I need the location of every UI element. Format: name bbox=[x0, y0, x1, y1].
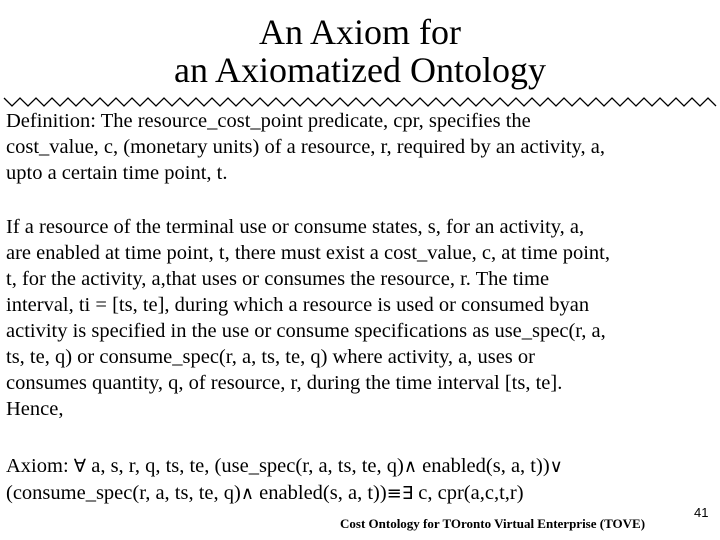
exists-symbol: ∃ bbox=[401, 483, 414, 504]
explanation-line: t, for the activity, a,that uses or consumes the resource, r. The time bbox=[6, 268, 550, 290]
definition-paragraph bbox=[6, 108, 716, 186]
slide-footer: Cost Ontology for TOronto Virtual Enterprise (TOVE) bbox=[340, 516, 646, 531]
slide-title-line-2: an Axiomatized Ontology bbox=[174, 50, 546, 90]
axiom-text: enabled(s, a, t)) bbox=[417, 455, 550, 477]
axiom-label: Axiom: bbox=[6, 455, 74, 477]
explanation-line: If a resource of the terminal use or consume states, s, for an activity, a, bbox=[6, 216, 585, 238]
and-symbol: ∧ bbox=[403, 456, 418, 477]
axiom-paragraph bbox=[6, 453, 716, 507]
slide-title-line-1: An Axiom for bbox=[259, 12, 461, 52]
axiom-line-1 bbox=[6, 453, 716, 480]
axiom-line-2 bbox=[6, 480, 716, 507]
explanation-line: activity is specified in the use or consume specifications as use_spec(r, a, bbox=[6, 320, 606, 342]
explanation-line: consumes quantity, q, of resource, r, during the time interval [ts, te]. bbox=[6, 372, 563, 394]
definition-line: Definition: The resource_cost_point predicate, cpr, specifies the bbox=[6, 110, 531, 132]
definition-line: cost_value, c, (monetary units) of a resource, r, required by an activity, a, bbox=[6, 136, 605, 158]
forall-symbol: ∀ bbox=[73, 456, 87, 477]
explanation-paragraph bbox=[6, 214, 716, 422]
equivalence-symbol: ≡ bbox=[386, 483, 402, 504]
slide-number: 41 bbox=[694, 505, 709, 520]
axiom-text: a, s, r, q, ts, te, (use_spec(r, a, ts, te, q) bbox=[86, 455, 404, 477]
axiom-text: (consume_spec(r, a, ts, te, q) bbox=[6, 482, 241, 504]
or-symbol: ∨ bbox=[549, 456, 563, 477]
axiom-text: c, cpr(a,c,t,r) bbox=[413, 482, 524, 504]
explanation-line: ts, te, q) or consume_spec(r, a, ts, te, q) where activity, a, uses or bbox=[6, 346, 535, 368]
explanation-line: interval, ti = [ts, te], during which a resource is used or consumed byan bbox=[6, 294, 590, 316]
and-symbol: ∧ bbox=[240, 483, 255, 504]
definition-line: upto a certain time point, t. bbox=[6, 162, 228, 184]
zigzag-line bbox=[4, 98, 716, 106]
explanation-line: Hence, bbox=[6, 398, 64, 420]
axiom-text: enabled(s, a, t)) bbox=[254, 482, 387, 504]
explanation-line: are enabled at time point, t, there must exist a cost_value, c, at time point, bbox=[6, 242, 610, 264]
